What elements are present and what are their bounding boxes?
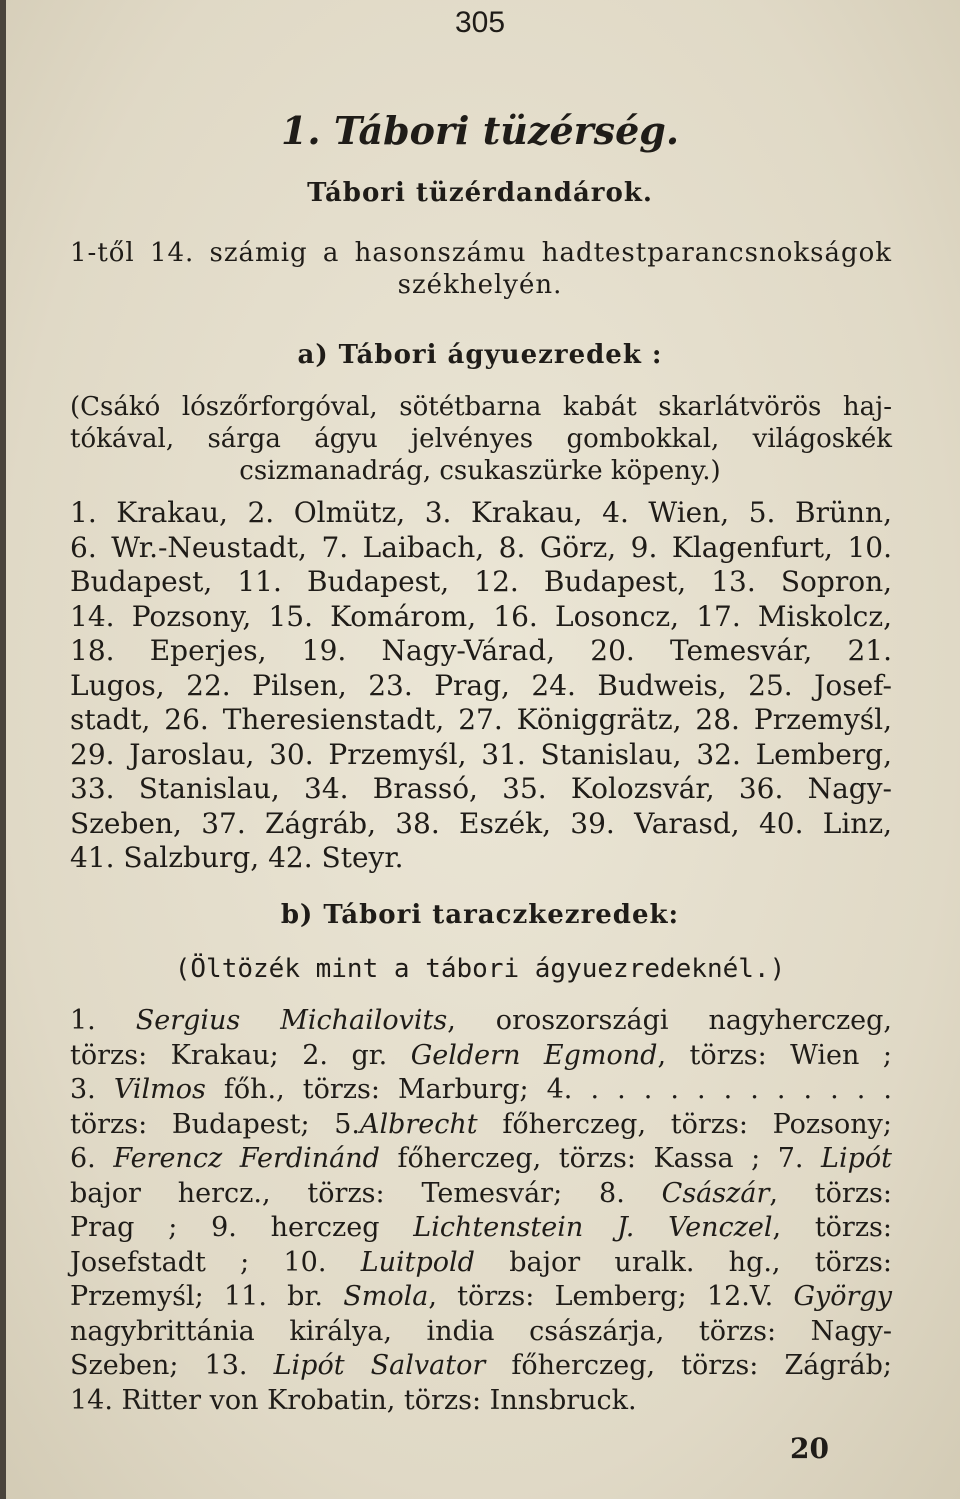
text-segment: , törzs: [769, 1177, 892, 1209]
text-segment: 3. [70, 1074, 114, 1105]
text-segment: bajor hercz., törzs: Temesvár; 8. [70, 1177, 662, 1209]
text-segment: Prag ; 9. herczeg [70, 1212, 414, 1243]
text-segment: bajor uralk. hg., törzs: [474, 1246, 892, 1278]
subtitle: Tábori tüzérdandárok. [307, 178, 653, 208]
section-a-desc-line: tókával, sárga ágyu jelvényes gombokkal, világoskék [70, 424, 892, 454]
section-a-desc-line: csizmanadrág, csukaszürke köpeny.) [239, 456, 721, 486]
signature-mark: 20 [790, 1432, 829, 1465]
section-b-heading: b) Tábori taraczkezredek: [280, 900, 680, 930]
italic-name: Ferencz Ferdinánd [113, 1143, 380, 1174]
italic-name: Lichtenstein J. Venczel [413, 1212, 773, 1243]
section-a-list-line: 6. Wr.-Neustadt, 7. Laibach, 8. Görz, 9. Klagenfurt, 10. [70, 530, 892, 564]
intro-line-1: 1-től 14. számig a hasonszámu hadtestparancsnokságok [70, 238, 892, 268]
section-b-line [70, 1143, 892, 1174]
section-b-line [70, 1316, 892, 1347]
section-a-list-line: 29. Jaroslau, 30. Przemyśl, 31. Stanislau, 32. Lemberg, [70, 737, 892, 771]
text-segment: főh., törzs: Marburg; 4. . . . . . . . . . . . . [205, 1074, 892, 1105]
text-segment: , törzs: [772, 1212, 893, 1243]
text-segment: főherczeg, törzs: Pozsony; [477, 1108, 892, 1140]
italic-name: Smola [343, 1281, 429, 1312]
italic-name: Lipót Salvator [273, 1350, 486, 1381]
italic-name: Császár [661, 1177, 770, 1209]
text-segment: nagybrittánia királya, india császárja, törzs: Nagy- [70, 1315, 892, 1347]
text-segment: Przemyśl; 11. br. [70, 1281, 344, 1312]
text-segment: Szeben; 13. [70, 1350, 274, 1381]
section-b-line [70, 1281, 892, 1312]
text-segment: , törzs: Wien ; [657, 1039, 892, 1071]
section-a-heading: a) Tábori ágyuezredek : [297, 340, 663, 370]
section-a-list-line: 14. Pozsony, 15. Komárom, 16. Losoncz, 17. Miskolcz, [70, 599, 892, 633]
text-segment: , oroszországi nagyherczeg, [447, 1005, 893, 1036]
section-a-list-line: stadt, 26. Theresienstadt, 27. Königgrätz, 28. Przemyśl, [70, 703, 892, 736]
text-segment: Josefstadt ; 10. [70, 1246, 361, 1278]
section-a-desc-line: (Csákó lószőrforgóval, sötétbarna kabát skarlátvörös haj- [70, 392, 892, 422]
section-b-line [70, 1212, 892, 1243]
section-a-list-line: 18. Eperjes, 19. Nagy-Várad, 20. Temesvár, 21. [70, 634, 892, 667]
text-segment: főherczeg, törzs: Zágráb; [485, 1350, 892, 1381]
section-a-list-line: Budapest, 11. Budapest, 12. Budapest, 13. Sopron, [70, 565, 892, 598]
section-b-line [70, 1247, 892, 1278]
section-a-list-line: 1. Krakau, 2. Olmütz, 3. Krakau, 4. Wien, 5. Brünn, [70, 496, 892, 529]
section-b-line [70, 1040, 892, 1071]
section-b-line [70, 1074, 892, 1105]
section-a-list-line: Lugos, 22. Pilsen, 23. Prag, 24. Budweis, 25. Josef- [70, 668, 892, 702]
section-b-line [70, 1178, 892, 1209]
italic-name: Sergius Michailovits [135, 1005, 448, 1036]
section-a-list-line: Szeben, 37. Zágráb, 38. Eszék, 39. Varasd, 40. Linz, [70, 806, 892, 840]
page-title: 1. Tábori tüzérség. [280, 108, 680, 153]
italic-name: Vilmos [113, 1074, 206, 1105]
section-b-line [70, 1385, 892, 1416]
italic-name: Luitpold [360, 1246, 475, 1278]
section-b-line [70, 1109, 892, 1140]
intro-line-2: székhelyén. [397, 270, 563, 300]
page-edge [0, 0, 6, 1499]
section-a-list-line: 41. Salzburg, 42. Steyr. [70, 841, 404, 874]
section-b-line [70, 1350, 892, 1381]
italic-name: Lipót [821, 1143, 892, 1174]
section-b-line [70, 1005, 892, 1036]
text-segment: 6. [70, 1143, 114, 1174]
italic-name: Albrecht [359, 1108, 478, 1140]
section-a-list-line: 33. Stanislau, 34. Brassó, 35. Kolozsvár, 36. Nagy- [70, 772, 892, 805]
section-b-description: (Öltözék mint a tábori ágyuezredeknél.) [174, 954, 786, 984]
page-number: 305 [454, 6, 506, 39]
text-segment: főherczeg, törzs: Kassa ; 7. [379, 1143, 822, 1174]
text-segment: , törzs: Lemberg; 12.V. [428, 1281, 794, 1312]
text-segment: törzs: Krakau; 2. gr. [70, 1039, 411, 1071]
text-segment: 14. Ritter von Krobatin, törzs: Innsbruck. [70, 1384, 637, 1416]
text-segment: 1. [70, 1005, 136, 1036]
italic-name: Geldern Egmond [410, 1039, 658, 1071]
text-segment: törzs: Budapest; 5. [70, 1108, 360, 1140]
italic-name: György [793, 1281, 893, 1312]
